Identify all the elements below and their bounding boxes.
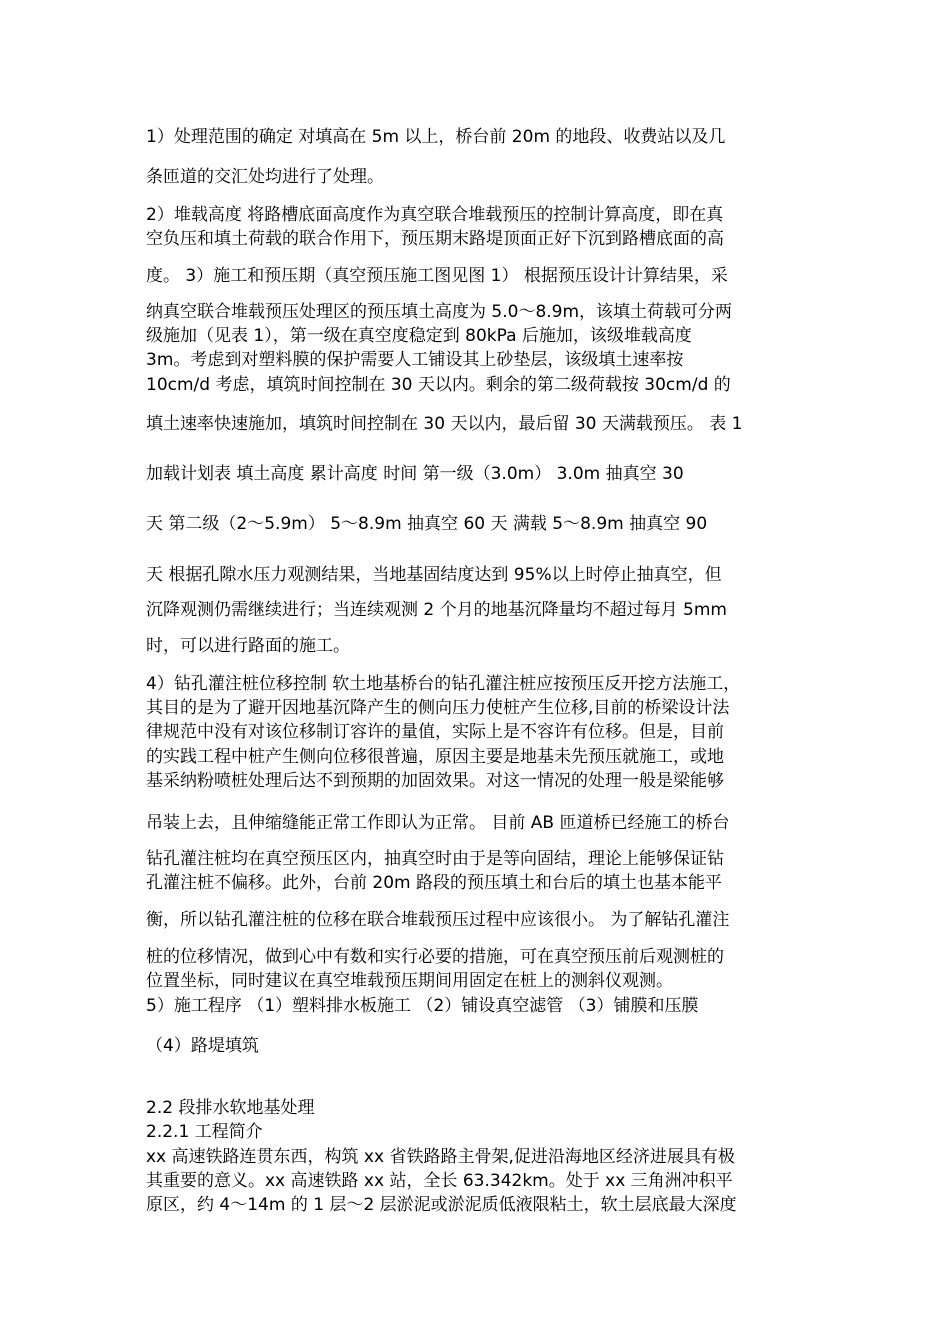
text-line: 位置坐标，同时建议在真空堆载预压期间用固定在桩上的测斜仪观测。 [146, 971, 673, 991]
text-line: 沉降观测仍需继续进行；当连续观测 2 个月的地基沉降量均不超过每月 5mm [146, 600, 727, 620]
text-line: 基采纳粉喷桩处理后达不到预期的加固效果。对这一情况的处理一般是梁能够 [146, 771, 724, 791]
text-line: 度。 3）施工和预压期（真空预压施工图见图 1） 根据预压设计计算结果，采 [146, 266, 728, 286]
text-line: 律规范中没有对该位移制订容许的量值，实际上是不容许有位移。但是，目前 [146, 722, 724, 742]
text-line: 加载计划表 填土高度 累计高度 时间 第一级（3.0m） 3.0m 抽真空 30 [146, 464, 684, 484]
text-line: 其目的是为了避开因地基沉降产生的侧向压力使桩产生位移,目前的桥梁设计法 [146, 698, 730, 718]
text-line: 孔灌注桩不偏移。此外，台前 20m 路段的预压填土和台后的填土也基本能平 [146, 873, 722, 893]
text-line: 衡，所以钻孔灌注桩的位移在联合堆载预压过程中应该很小。 为了解钻孔灌注 [146, 910, 730, 930]
text-line: 空负压和填土荷载的联合作用下，预压期末路堤顶面正好下沉到路槽底面的高 [146, 229, 724, 249]
section-heading: 2.2 段排水软地基处理 [146, 1098, 315, 1118]
text-line: 天 根据孔隙水压力观测结果，当地基固结度达到 95%以上时停止抽真空，但 [146, 565, 722, 585]
text-line: 其重要的意义。xx 高速铁路 xx 站，全长 63.342km。处于 xx 三角洲冲积平 [146, 1171, 733, 1191]
text-line: 填土速率快速施加，填筑时间控制在 30 天以内，最后留 30 天满载预压。 表 1 [146, 414, 743, 434]
text-line: 4）钻孔灌注桩位移控制 软土地基桥台的钻孔灌注桩应按预压反开挖方法施工， [146, 674, 741, 694]
text-line: 条匝道的交汇处均进行了处理。 [146, 167, 384, 187]
text-line: 1）处理范围的确定 对填高在 5m 以上，桥台前 20m 的地段、收费站以及几 [146, 127, 726, 147]
text-line: 吊装上去，且伸缩缝能正常工作即认为正常。 目前 AB 匝道桥已经施工的桥台 [146, 813, 730, 833]
text-line: （4）路堤填筑 [146, 1036, 259, 1056]
text-line: 的实践工程中桩产生侧向位移很普遍，原因主要是地基未先预压就施工，或地 [146, 747, 724, 767]
text-line: 桩的位移情况，做到心中有数和实行必要的措施，可在真空预压前后观测桩的 [146, 947, 724, 967]
text-line: 天 第二级（2～5.9m） 5～8.9m 抽真空 60 天 满载 5～8.9m 抽真空 90 [146, 514, 708, 534]
text-line: 原区，约 4～14m 的 1 层～2 层淤泥或淤泥质低液限粘土，软土层底最大深度 [146, 1195, 737, 1215]
text-line: 纳真空联合堆载预压处理区的预压填土高度为 5.0～8.9m，该填土荷载可分两 [146, 302, 733, 322]
text-line: 级施加（见表 1），第一级在真空度稳定到 80kPa 后施加，该级堆载高度 [146, 326, 692, 346]
text-line: 10cm/d 考虑，填筑时间控制在 30 天以内。剩余的第二级荷载按 30cm/d 的 [146, 375, 731, 395]
text-line: 时，可以进行路面的施工。 [146, 636, 350, 656]
text-line: 钻孔灌注桩均在真空预压区内，抽真空时由于是等向固结，理论上能够保证钻 [146, 849, 724, 869]
text-line: 2）堆载高度 将路槽底面高度作为真空联合堆载预压的控制计算高度，即在真 [146, 205, 724, 225]
text-line: xx 高速铁路连贯东西，构筑 xx 省铁路路主骨架,促进沿海地区经济进展具有极 [146, 1147, 735, 1167]
subsection-heading: 2.2.1 工程简介 [146, 1122, 263, 1142]
text-line: 3m。考虑到对塑料膜的保护需要人工铺设其上砂垫层，该级填土速率按 [146, 350, 684, 370]
text-line: 5）施工程序 （1）塑料排水板施工 （2）铺设真空滤管 （3）铺膜和压膜 [146, 996, 699, 1016]
